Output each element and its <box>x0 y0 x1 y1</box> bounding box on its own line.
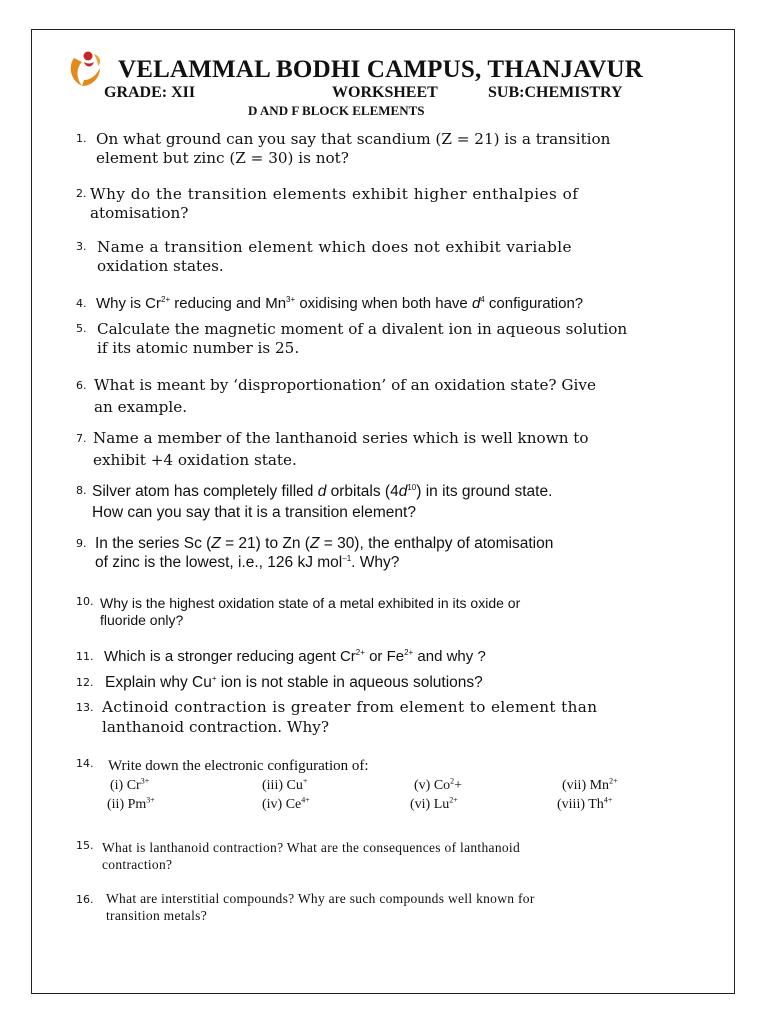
question-number: 5. <box>76 322 87 335</box>
option-item: (vi) $Lu^{2+}$ <box>410 795 458 812</box>
question-number: 12. <box>76 676 94 689</box>
question-number: 16. <box>76 893 94 906</box>
question-number: 14. <box>76 757 94 770</box>
question-text: In the series Sc (Z = 21) to Zn (Z = 30), the enthalpy of atomisation <box>95 535 554 552</box>
question-text: Explain why Cu+ ion is not stable in aqueous solutions? <box>105 673 483 691</box>
question-number: 6. <box>76 379 87 392</box>
question-number: 1. <box>76 132 87 145</box>
question-text: an example. <box>94 398 188 416</box>
question-text: What are interstitial compounds? Why are such compounds well known for <box>106 891 535 906</box>
question-text: Why do the transition elements exhibit higher enthalpies of <box>90 185 579 203</box>
option-item: (vii) $Mn^{2+}$ <box>562 776 618 793</box>
question-text: exhibit +4 oxidation state. <box>93 451 297 469</box>
question-number: 7. <box>76 432 87 445</box>
question-text: On what ground can you say that scandium (Z = 21) is a transition <box>96 130 611 148</box>
question-number: 2. <box>76 187 87 200</box>
worksheet-label: WORKSHEET <box>332 84 438 101</box>
question-text: lanthanoid contraction. Why? <box>102 718 329 736</box>
question-text: Why is the highest oxidation state of a metal exhibited in its oxide or <box>100 595 521 611</box>
question-text: What is meant by ‘disproportionation’ of an oxidation state? Give <box>94 376 596 394</box>
question-text: oxidation states. <box>97 257 224 275</box>
question-number: 3. <box>76 240 87 253</box>
school-name: VELAMMAL BODHI CAMPUS, THANJAVUR <box>118 56 643 83</box>
option-item: (i) $Cr^{3+}$ <box>110 776 150 793</box>
question-number: 10. <box>76 595 94 608</box>
question-text: Why is $Cr^{2+}$ reducing and $Mn^{3+}$ oxidising when both have $d^4$ configuration? <box>96 295 584 312</box>
question-text: Actinoid contraction is greater from element to element than <box>102 698 598 716</box>
question-number: 8. <box>76 484 87 497</box>
question-text: if its atomic number is 25. <box>97 339 300 357</box>
question-text: What is lanthanoid contraction? What are the consequences of lanthanoid <box>102 840 521 855</box>
topic-title: D AND F BLOCK ELEMENTS <box>248 103 425 118</box>
question-number: 11. <box>76 650 94 663</box>
option-item: (iv) $Ce^{4+}$ <box>262 795 310 812</box>
option-item: (v) $Co^2+$ <box>414 776 463 793</box>
option-item: (viii) $Th^{4+}$ <box>557 795 613 812</box>
subject-label: SUB:CHEMISTRY <box>488 84 623 101</box>
option-item: (iii) Cu+ <box>262 776 308 793</box>
option-item: (ii) $Pm^{3+}$ <box>107 795 155 812</box>
question-text: of zinc is the lowest, i.e., 126 kJ mol$^{-1}$. Why? <box>95 553 400 571</box>
question-number: 9. <box>76 537 87 550</box>
question-text: How can you say that it is a transition element? <box>92 504 416 521</box>
question-text: contraction? <box>102 857 173 872</box>
question-text: element but zinc (Z = 30) is not? <box>96 149 349 167</box>
question-text: fluoride only? <box>100 612 184 628</box>
question-text: Write down the electronic configuration of: <box>108 758 369 774</box>
question-number: 4. <box>76 297 87 310</box>
question-number: 13. <box>76 701 94 714</box>
question-text: Which is a stronger reducing agent $Cr^{2+}$ or $Fe^{2+}$ and why ? <box>104 648 486 665</box>
question-text: Name a transition element which does not exhibit variable <box>97 238 572 256</box>
question-text: atomisation? <box>90 204 189 222</box>
question-number: 15. <box>76 839 94 852</box>
question-text: Name a member of the lanthanoid series which is well known to <box>93 429 589 447</box>
grade-label: GRADE: XII <box>104 84 196 101</box>
question-text: Silver atom has completely filled d orbitals $(4d^{10})$ in its ground state. <box>92 482 553 500</box>
question-text: Calculate the magnetic moment of a divalent ion in aqueous solution <box>97 320 628 338</box>
question-text: transition metals? <box>106 908 208 923</box>
school-logo-icon <box>64 46 108 90</box>
